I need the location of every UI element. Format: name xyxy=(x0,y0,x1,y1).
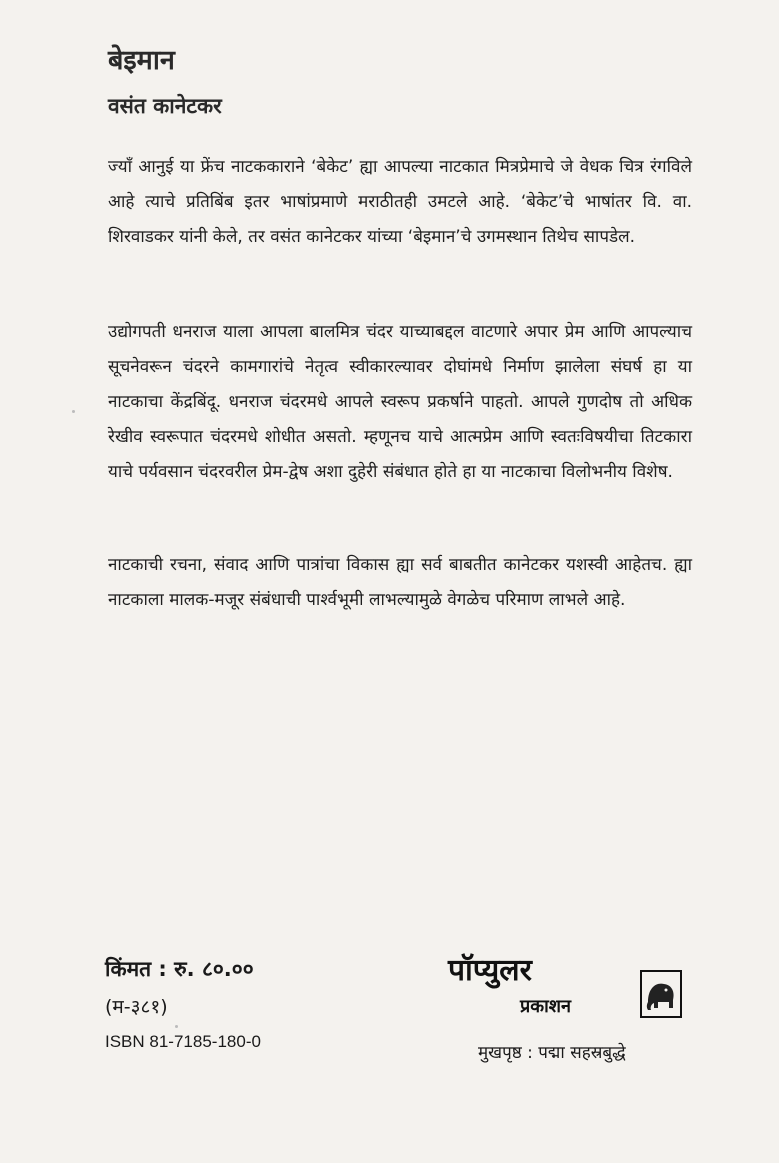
blurb-paragraph-2: उद्योगपती धनराज याला आपला बालमित्र चंदर याच्याबद्दल वाटणारे अपार प्रेम आणि आपल्याच सूचनेवरून चंदरने कामगारांचे नेतृत्व स्वीकारल्यावर दोघांमधे निर्माण झालेला संघर्ष हा या नाटकाचा केंद्रबिंदू. धनराज चंदरमधे आपले स्वरूप प्रकर्षाने पाहतो. आपले गुणदोष तो अधिक रेखीव स्वरूपात चंदरमधे शोधीत असतो. म्हणूनच याचे आत्मप्रेम आणि स्वतःविषयीचा तिटकारा याचे पर्यवसान चंदरवरील प्रेम-द्वेष अशा दुहेरी संबंधात होते हा या नाटकाचा विलोभनीय विशेष. xyxy=(108,322,692,482)
paper-speck xyxy=(72,410,75,413)
isbn-label: ISBN 81-7185-180-0 xyxy=(105,1032,261,1051)
book-author: वसंत कानेटकर xyxy=(108,94,222,118)
publisher-subtitle: प्रकाशन xyxy=(520,996,571,1017)
catalog-code: (म-३८१) xyxy=(105,996,168,1018)
paper-speck xyxy=(175,1025,178,1028)
publisher-name: पॉप्युलर xyxy=(448,953,532,988)
blurb-paragraph-3: नाटकाची रचना, संवाद आणि पात्रांचा विकास ह्या सर्व बाबतीत कानेटकर यशस्वी आहेतच. ह्या नाटकाला मालक-मजूर संबंधाची पार्श्वभूमी लाभल्यामुळे वेगळेच परिमाण लाभले आहे. xyxy=(108,555,692,610)
cover-credit: मुखपृष्ठ : पद्मा सहस्रबुद्धे xyxy=(478,1043,626,1063)
blurb-paragraph-1: ज्याँ आनुई या फ्रेंच नाटककाराने ‘बेकेट’ ह्या आपल्या नाटकात मित्रप्रेमाचे जे वेधक चित्र रंगविले आहे त्याचे प्रतिबिंब इतर भाषांप्रमाणे मराठीतही उमटले आहे. ‘बेकेट’चे भाषांतर वि. वा. शिरवाडकर यांनी केले, तर वसंत कानेटकर यांच्या ‘बेइमान’चे उगमस्थान तिथेच सापडेल. xyxy=(108,157,692,247)
price-label: किंमत : रु. ८०.०० xyxy=(105,957,254,981)
elephant-icon xyxy=(640,970,682,1018)
book-title: बेइमान xyxy=(108,45,175,76)
